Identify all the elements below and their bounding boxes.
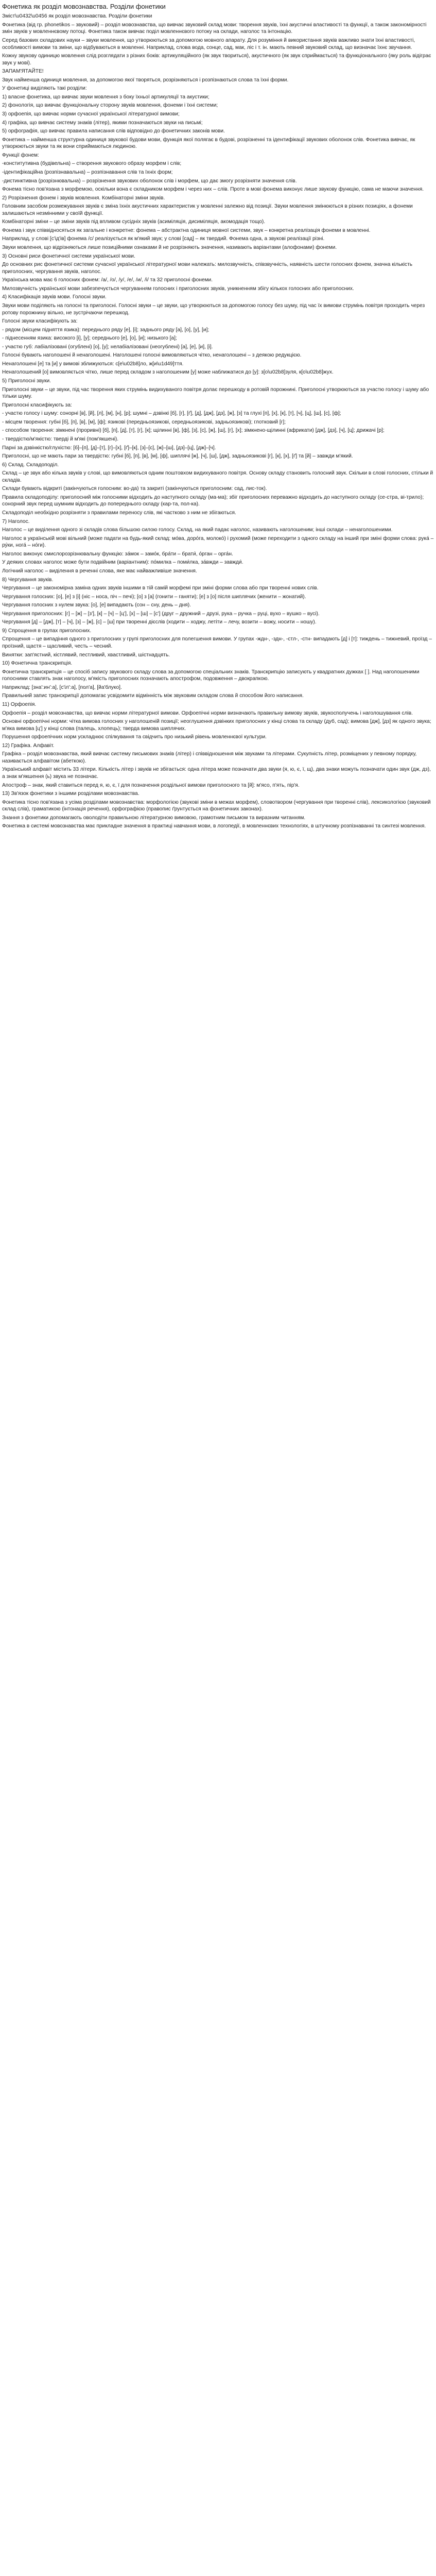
paragraph: Серед базових складових науки – звуки мовлення, що утворюються за допомогою мовного апарату. Для розуміння й використання звуків важливо знати їхні властивості, особливості вимови та зміни, що відбуваються в мовленні. Наприклад, слова вода, сонце, сад, мак, ліс і т. ін. мають певний звуковий склад, що визначає їхнє звучання. bbox=[2, 37, 415, 50]
paragraph: Чергування голосних: [о], [е] з [і] (ніс – носа, піч – печі); [о] з [а] (гонити – ганяти); [е] з [о] після шиплячих (женити – жонатий). bbox=[2, 594, 306, 600]
paragraph: 4) графіка, що вивчає систему знаків (літер), якими позначаються звуки на письмі; bbox=[2, 120, 203, 126]
paragraph: - піднесенням язика: високого [і], [у]; середнього [е], [о], [и]; низького [а]; bbox=[2, 335, 177, 342]
paragraph: 12) Графіка. Алфавіт. bbox=[2, 742, 55, 749]
paragraph: Парні за дзвінкістю/глухістю: [б]–[п], [д]–[т], [г]–[х], [ґ]–[к], [з]–[с], [ж]–[ш], [дз]–[ц], [дж]–[ч]. bbox=[2, 445, 216, 451]
paragraph: 13) Зв'язок фонетики з іншими розділами мовознавства. bbox=[2, 791, 139, 797]
paragraph: 1) власне фонетика, що вивчає звуки мовлення з боку їхньої артикуляції та акустики; bbox=[2, 94, 210, 100]
paragraph: Головним засобом розмежування звуків є зміна їхніх акустичних характеристик у мовленні залежно від позиції. Звуки мовлення змінюються в різних позиціях, а фонеми залишаються незмінними у своїй функції. bbox=[2, 204, 413, 216]
paragraph: Наголос виконує смислорозрізнювальну функцію: за́мок – замо́к, бра́ти – брати́, о́рган – орга́н. bbox=[2, 551, 233, 557]
paragraph: 5) Приголосні звуки. bbox=[2, 378, 51, 384]
paragraph: Голосні бувають наголошені й ненаголошені. Наголошені голосні вимовляються чітко, ненаголошені – з деякою редукцією. bbox=[2, 352, 302, 359]
paragraph: 2) Розрізнення фонем і звуків мовлення. Комбінаторні зміни звуків. bbox=[2, 195, 165, 201]
paragraph: Склад – це звук або кілька звуків у слові, що вимовляються одним поштовхом видихуваного повітря. Основу складу становить голосний звук. Скільки в слові голосних, стільки й складів. bbox=[2, 470, 433, 483]
paragraph: 4) Класифікація звуків мови. Голосні звуки. bbox=[2, 294, 107, 300]
paragraph: 7) Наголос. bbox=[2, 518, 30, 524]
paragraph: У фонетиці виділяють такі розділи: bbox=[2, 86, 87, 92]
paragraph: Приголосні звуки – це звуки, під час творення яких струмінь видихуваного повітря долає перешкоду в ротовій порожнині. Приголосні утворюються за участю голосу і шуму або тільки шуму. bbox=[2, 386, 429, 400]
paragraph: 6) Склад. Складоподіл. bbox=[2, 462, 59, 468]
paragraph: Фонетична транскрипція – це спосіб запису звукового складу слова за допомогою спеціальних знаків. Транскрипцію записують у квадратних дужках [ ]. Над наголошеними голосними ставлять знак наголосу, м'якість приголосних позначають апострофом, подовження – двокрапкою. bbox=[2, 669, 420, 682]
paragraph: 9) Спрощення в групах приголосних. bbox=[2, 628, 92, 634]
paragraph: 5) орфографія, що вивчає правила написання слів відповідно до фонетичних законів мови. bbox=[2, 128, 225, 134]
paragraph: Логічний наголос – виділення в реченні слова, яке має найважливіше значення. bbox=[2, 568, 197, 574]
paragraph: Апостроф – знак, який ставиться перед я, ю, є, ї для позначення роздільної вимови приголосного та [й]: м'ясо, п'ять, пір'я. bbox=[2, 782, 300, 788]
paragraph: Ненаголошені [е] та [и] у вимові зближуються: с[е\u02b8]ло, ж[и\u1d49]ття. bbox=[2, 361, 184, 367]
paragraph: Основні орфоепічні норми: чітка вимова голосних у наголошеній позиції; неоглушення дзвінких приголосних у кінці слова та складу (дуб, сад); вимова [дж], [дз] як одного звука; м'яка вимова [ц'] у кінці слова (палець, хлопець); тверда вимова шиплячих. bbox=[2, 719, 431, 732]
paragraph: - участю губ: лабіалізовані (огублені) [о], [у]; нелабіалізовані (неогублені) [а], [е], [и], [і]. bbox=[2, 344, 213, 350]
paragraph: Комбінаторні зміни – це зміни звуків під впливом сусідніх звуків (асиміляція, дисиміляція, акомодація тощо). bbox=[2, 219, 266, 225]
paragraph: 10) Фонетична транскрипція. bbox=[2, 660, 73, 667]
document bbox=[0, 0, 436, 836]
paragraph: Фонема і звук співвідносяться як загальне і конкретне: фонема – абстрактна одиниця мовної системи, звук – конкретна реалізація фонеми в мовленні. bbox=[2, 227, 371, 233]
paragraph: 2) фонологія, що вивчає функціональну сторону звуків мовлення, фонеми і їхні системи; bbox=[2, 103, 218, 109]
paragraph: До основних рис фонетичної системи сучасної української літературної мови належать: милозвучність, співзвучність, наявність шести голосних фонем, значна кількість приголосних, чергування звуків, наголос. bbox=[2, 262, 413, 275]
paragraph: Наприклад: [зна':ин':а], [с'іл':а], [пол'а], [йа'блуко]. bbox=[2, 684, 122, 690]
paragraph: Милозвучність української мови забезпечується чергуванням голосних і приголосних звуків, уникненням збігу кількох голосних або приголосних. bbox=[2, 285, 354, 292]
paragraph: Наголос в українській мові вільний (може падати на будь-який склад: мо́ва, доро́га, молоко́) і рухомий (може переходити з одного складу на інший при зміні форми слова: рука́ – ру́ки, нога́ – но́ги). bbox=[2, 535, 434, 549]
paragraph: - місцем творення: губні [б], [п], [в], [м], [ф]; язикові (передньоязикові, середньоязикові, задньоязикові); глотковий [г]; bbox=[2, 419, 286, 425]
paragraph: Чергування голосних з нулем звука: [о], [е] випадають (сон – сну, день – дня). bbox=[2, 602, 191, 608]
paragraph: - участю голосу і шуму: сонорні [в], [й], [л], [м], [н], [р]; шумні – дзвінкі [б], [г], [ґ], [д], [дж], [дз], [ж], [з] та глухі [п], [х], [к], [т], [ч], [ц], [ш], [с], [ф]; bbox=[2, 411, 341, 417]
paragraph: У деяких словах наголос може бути подвійним (варіантним): по́милка – поми́лка, за́вжди – завжди́. bbox=[2, 560, 243, 566]
paragraph: Голосні звуки класифікують за: bbox=[2, 318, 78, 325]
paragraph: Кожну звукову одиницю мовлення слід розглядати з різних боків: артикуляційного (як звук твориться), акустичного (як звук сприймається) та функціонального (яку роль відіграє звук у мові). bbox=[2, 53, 431, 66]
paragraph: Складоподіл необхідно розрізняти з правилами переносу слів, які частково з ним не збігаються. bbox=[2, 510, 236, 516]
paragraph: Чергування – це закономірна заміна одних звуків іншими в тій самій морфемі при зміні форми слова або при творенні нових слів. bbox=[2, 585, 319, 591]
paragraph: Фонетика (від гр. phonetikos – звуковий) – розділ мовознавства, що вивчає звуковий склад мови: творення звуків, їхні акустичні властивості та функції, а також закономірності змін звуків у мовленнєвому потоці. Фонетика також вивчає поділ мовленнєвого потоку на склади, наголос та інтонацію. bbox=[2, 22, 427, 35]
paragraph: Склади бувають відкриті (закінчуються голосним: во-да) та закриті (закінчуються приголосним: сад, лис-ток). bbox=[2, 486, 267, 492]
paragraph: -дистинктивна (розрізнювальна) – розрізнення звукових оболонок слів і морфем, що дає змогу розрізняти значення слів. bbox=[2, 178, 297, 184]
paragraph: Фонетика в системі мовознавства має прикладне значення в практиці навчання мови, в логопедії, в мовленнєвих технологіях, в штучному розпізнаванні та синтезі мовлення. bbox=[2, 823, 426, 829]
paragraph: Ненаголошений [о] вимовляється чітко, лише перед складом з наголошеним [у] може наближатися до [у]: з[о\u02b8]зуля, к[о\u02b8]жух. bbox=[2, 369, 334, 376]
paragraph: Чергування приголосних: [г] – [ж] – [з'], [к] – [ч] – [ц'], [х] – [ш] – [с'] (друг – дружний – друзі, рука – ручка – руці, вухо – вушко – вусі). bbox=[2, 611, 320, 617]
paragraph: Зміст\u0432\u0456 як розділ мовознавства. Розділи фонетики bbox=[2, 13, 152, 20]
paragraph: Фонетика тісно пов'язана з усіма розділами мовознавства: морфологією (звукові зміни в межах морфем), словотвором (чергування при творенні слів), лексикологією (звуковий склад слів), граматикою (інтонація речення), орфографією (правопис ґрунтується на фонетичних законах). bbox=[2, 799, 431, 812]
paragraph: ЗАПАМ'ЯТАЙТЕ! bbox=[2, 69, 44, 75]
paragraph: - рядом (місцем підняття язика): переднього ряду [е], [і]; заднього ряду [а], [о], [у], [и]; bbox=[2, 327, 210, 333]
paragraph: Порушення орфоепічних норм ускладнює спілкування та свідчить про низький рівень мовленнєвої культури. bbox=[2, 734, 267, 740]
paragraph: Знання з фонетики допомагають оволодіти правильною літературною вимовою, грамотним письмом та виразним читанням. bbox=[2, 815, 306, 821]
document-body bbox=[2, 13, 434, 830]
paragraph: Орфоепія – розділ мовознавства, що вивчає норми літературної вимови. Орфоепічні норми визначають правильну вимову звуків, звукосполучень і наголошування слів. bbox=[2, 710, 413, 716]
paragraph: Спрощення – це випадіння одного з приголосних у групі приголосних для полегшення вимови. У групах -ждн-, -здн-, -стл-, -стн- випадають [д] і [т]: тиждень – тижневий, проїзд – проїзний, щастя – щасливий, честь – чесний. bbox=[2, 636, 432, 650]
paragraph: Функції фонем: bbox=[2, 152, 39, 158]
paragraph: Графіка – розділ мовознавства, який вивчає систему письмових знаків (літер) і співвідношення між звуками та літерами. Сукупність літер, розміщених у певному порядку, називається алфавітом (абеткою). bbox=[2, 751, 417, 764]
paragraph: Правильний запис транскрипції допомагає усвідомити відмінність між звуковим складом слова й способом його написання. bbox=[2, 693, 304, 699]
paragraph: Звуки мови поділяють на голосні та приголосні. Голосні звуки – це звуки, що утворюються за допомогою голосу без шуму, під час їх вимови струмінь повітря проходить через ротову порожнину вільно, не зустрічаючи перешкод. bbox=[2, 302, 425, 316]
paragraph: 3) орфоепія, що вивчає норми сучасної української літературної вимови; bbox=[2, 111, 180, 117]
paragraph: 8) Чергування звуків. bbox=[2, 577, 54, 583]
paragraph: Чергування [д] – [дж], [т] – [ч], [з] – [ж], [с] – [ш] при творенні дієслів (ходити – ходжу, летіти – лечу, возити – вожу, носити – ношу). bbox=[2, 619, 317, 625]
paragraph: Наголос – це виділення одного зі складів слова більшою силою голосу. Склад, на який падає наголос, називають наголошеним; інші склади – ненаголошеними. bbox=[2, 527, 393, 533]
paragraph: Правила складоподілу: приголосний між голосними відходить до наступного складу (ма-ма); збіг приголосних переважно відходить до наступного складу (се-стра, ві-трило); сонорний звук перед шумним відходить до попереднього складу (кар-та, пол-ка). bbox=[2, 494, 424, 507]
paragraph: Звуки мовлення, що відрізняються лише позиційними ознаками й не розрізняють значення, називають варіантами (алофонами) фонеми. bbox=[2, 245, 337, 251]
paragraph: 11) Орфоепія. bbox=[2, 701, 37, 707]
paragraph: Фонетика – найменша структурна одиниця звукової будови мови, функція якої полягає в будові, розрізненні та ідентифікації звукових оболонок слів. Фонетика вивчає, як утворюються звуки та як вони сприймаються людиною. bbox=[2, 137, 415, 150]
paragraph: Приголосні, що не мають пари за твердістю: губні [б], [п], [в], [м], [ф], шиплячі [ж], [ч], [ш], [дж], задньоязикові [г], [к], [х], [ґ] та [й] – завжди м'який. bbox=[2, 453, 353, 460]
page-title: Фонетика як розділ мовознавства. Розділи фонетики bbox=[2, 3, 166, 10]
paragraph: Винятки: зап'ястний, кістлявий, пестливий, хвастливий, шістнадцять. bbox=[2, 652, 170, 658]
paragraph: - твердістю/м'якістю: тверді й м'які (пом'якшені). bbox=[2, 436, 119, 442]
paragraph: Фонема тісно пов'язана з морфемою, оскільки вона є складником морфем і через них – слів. Проте в мові фонема виконує лише звукову функцію, сама не маючи значення. bbox=[2, 187, 424, 193]
paragraph: Наприклад, у слові [с'ід'ів] фонема /с/ реалізується як м'який звук; у слові [сад] – як твердий. Фонема одна, а звукові реалізації різні. bbox=[2, 236, 325, 242]
paragraph: Звук найменша одиниця мовлення, за допомогою якої творяться, розрізняються і розпізнаються слова та їхні форми. bbox=[2, 77, 289, 83]
paragraph: Українська мова має 6 голосних фонем: /а/, /о/, /у/, /е/, /и/, /і/ та 32 приголосні фонеми. bbox=[2, 277, 213, 283]
paragraph: 3) Основні риси фонетичної системи української мови. bbox=[2, 253, 135, 259]
paragraph: -ідентифікаційна (розпізнавальна) – розпізнавання слів та їхніх форм; bbox=[2, 169, 173, 175]
paragraph: - способом творення: зімкнені (проривні) [б], [п], [д], [т], [г], [к]; щілинні [в], [ф], [з], [с], [ж], [ш], [г], [х]; зімкнено-щілинні (африкати) [дж], [дз], [ч], [ц]; дрижачі [р]; bbox=[2, 428, 385, 434]
paragraph: -конститутивна (будівельна) – створення звукового образу морфем і слів; bbox=[2, 161, 182, 167]
paragraph: Український алфавіт містить 33 літери. Кількість літер і звуків не збігається: одна літера може позначати два звуки (я, ю, є, ї, щ), два знаки можуть позначати один звук (дж, дз), а знак м'якшення (ь) звука не позначає. bbox=[2, 767, 431, 780]
paragraph: Приголосні класифікують за: bbox=[2, 402, 72, 408]
